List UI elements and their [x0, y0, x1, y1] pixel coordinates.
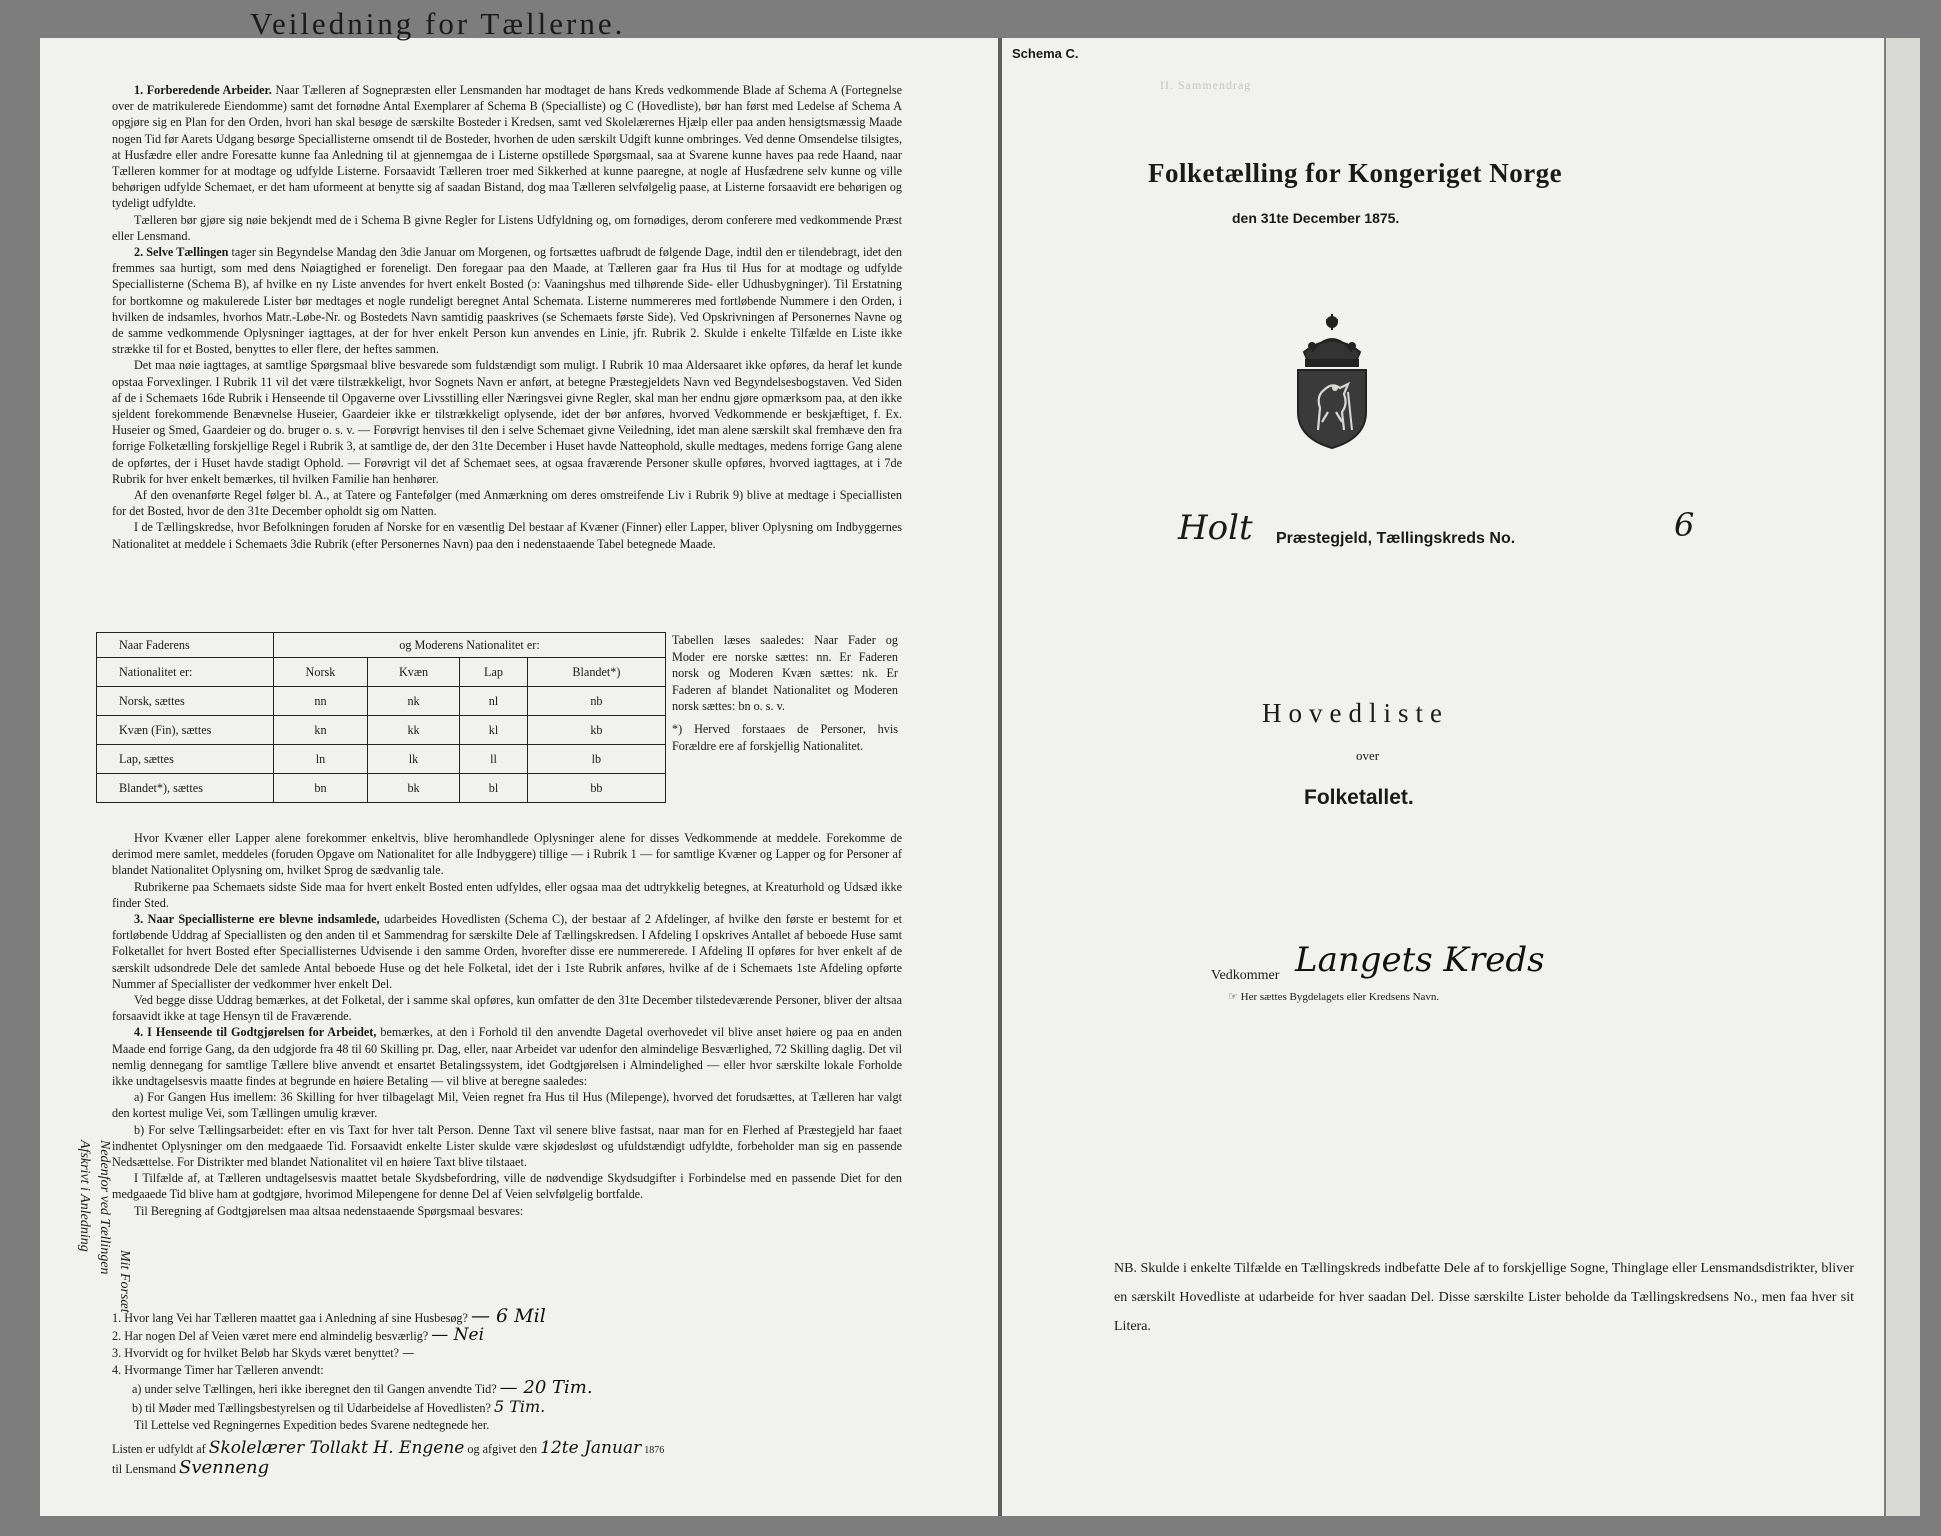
paragraph-4: Det maa nøie iagttages, at samtlige Spørgsmaal blive besvarede som fuldstændigt som muligt. I Rubrik 10 maa Aldersaaret ikke opføres, da heraf let kunde opstaa Forvexlinger. I Rubrik 11 vil det være tilstrækkeligt, hvor Sognets Navn er anført, at betegne Præstegjeldets Navn ved Begyndelsesbogstaven. Ved Siden af de i Schemaets 16de Rubrik i Henseende til Opgaverne over Livsstilling eller Næringsvei givne Regler, skal man her endnu gjøre opmærksom paa, at den ikke sjeldent forekommende Benævnelse Huseier, Gaardeier ikke er tilstrækkeligt oplysende, idet der bør anføres, hvorved Vedkommende er beskjæftiget, f. Ex. Huseier og Smed, Gaardeier og do. bruger o. s. v. — Forøvrigt henvises til den i selve Schemaet givne Veiledning, idet man alene særskilt skal fremhæve den fra forrige Folketælling forskjellige Regel i Rubrik 3, at samtlige de, der den 31te December i Huset havde Natteophold, skulle medtages, medens forrige Gang alene de opførtes, der i Huset havde stadigt Ophold. — Forøvrigt vil det af Schemaet sees, at ogsaa fraværende Personer skulle opføres, hvorved iagttages, at i 7de Rubrik for hver enkelt bemærkes, til hvilken Familie han henhører. [112, 358, 902, 486]
paragraph-8: Rubrikerne paa Schemaets sidste Side maa for hvert enkelt Bosted enten udfyldes, eller ogsaa maa det udtrykkelig betegnes, at Kreaturhold og Udsæd ikke finder Sted. [112, 879, 902, 910]
answer-2: — Nei [431, 1325, 485, 1345]
paragraph-6: I de Tællingskredse, hvor Befolkningen foruden af Norske for en væsentlig Del bestaar af Kvæner (Finner) eller Lapper, bliver Oplysning om Indbyggernes Nationalitet at meddele i Schemaets 3die Rubrik (efter Personernes Navn) paa den i nedenstaaende Tabel betegnede Maade. [112, 520, 902, 551]
lensmand-line: til Lensmand Svenneng [112, 1457, 270, 1478]
norwegian-coat-of-arms-icon [1282, 300, 1382, 455]
kreds-hint: ☞ Her sættes Bygdelagets eller Kredsens Navn. [1228, 991, 1440, 1003]
answer-4a: — 20 Tim. [499, 1377, 593, 1398]
table-cell: nn [274, 687, 368, 716]
vedkommer-label: Vedkommer [1211, 968, 1280, 983]
bleed-through-text: II. Sammendrag [1160, 78, 1252, 92]
column-header: Kvæn [367, 658, 459, 687]
table-footnote: *) Herved forstaaes de Personer, hvis Forældre ere af forskjellig Nationalitet. [672, 721, 898, 753]
table-cell: kk [367, 716, 459, 745]
pointing-hand-icon: ☞ [1228, 991, 1238, 1003]
table-head-mother: og Moderens Nationalitet er: [274, 633, 666, 658]
column-header: Blandet*) [527, 658, 665, 687]
table-row [97, 716, 666, 745]
table-cell: nb [527, 687, 665, 716]
margin-notes [62, 1140, 152, 1440]
answer-1: — 6 Mil [471, 1305, 546, 1327]
folketallet-heading: Folketallet. [1304, 786, 1414, 809]
margin-note-1: Afskrivt i Anledning [77, 1140, 92, 1252]
row-label: Blandet*), sættes [97, 774, 274, 803]
paragraph-2: Tælleren bør gjøre sig nøie bekjendt med de i Schema B givne Regler for Listens Udfyldning og, om fornødiges, derom conferere med vedkommende Præst eller Lensmand. [112, 212, 902, 243]
left-page-title: Veiledning for Tællerne. [250, 6, 626, 41]
table-row [97, 745, 666, 774]
table-cell: bl [460, 774, 528, 803]
table-note: Tabellen læses saaledes: Naar Fader og Moder ere norske sættes: nn. Er Faderen norsk og Moderen Kvæn sættes: nk. Er Faderen af blandet Nationalitet og Moderen norsk sættes: bn o. s. v. [672, 633, 898, 714]
answer-4b: 5 Tim. [493, 1397, 546, 1416]
page-edge [1886, 38, 1920, 1516]
margin-note-2: Nedenfor ved Tællingen [97, 1140, 112, 1275]
questions-block [112, 1305, 902, 1478]
paragraph-5: Af den ovenanførte Regel følger bl. A., at Tatere og Fantefølger (med Anmærkning om deres omstreifende Liv i Rubrik 9) blive at medtage i Speciallisten for det Bosted, hvor de den 31te December opholdt sig om Natten. [112, 488, 902, 519]
paragraph-10: Ved begge disse Uddrag bemærkes, at det Folketal, der i samme skal opføres, kun omfatter de den 31te December tilstedeværende Personer, bliver der altsaa forsaavidt ikke at tage Hensyn til de Fraværende. [112, 993, 902, 1024]
paragraph-15: Til Beregning af Godtgjørelsen maa altsaa nedenstaaende Spørgsmaal besvares: [134, 1203, 524, 1218]
table-cell: kb [527, 716, 665, 745]
paragraph-7: Hvor Kvæner eller Lapper alene forekommer enkeltvis, blive heromhandlede Oplysninger alene for disses Vedkommende at meddele. Forekomme de derimod mere samlet, meddeles (foruden Opgave om Nationalitet for alle Indbyggere) tillige — i Rubrik 1 — for samtlige Kvæner og Lapper og for Personer af blandet Nationalitet Oplysning om, hvilket Sprog de sædvanlig tale. [112, 831, 902, 878]
parish-label: Præstegjeld, Tællingskreds No. [1276, 530, 1516, 547]
paragraph-12: a) For Gangen Hus imellem: 36 Skilling for hver tilbagelagt Mil, Veien regnet fra Hus til Hus (Milepenge), hvorved det forudsættes, at Tælleren har valgt den kortest mulige Vei, som Tællingen umulig kræver. [112, 1090, 902, 1121]
vedkommer-line [1211, 940, 1545, 984]
question-4b: b) til Møder med Tællingsbestyrelsen og til Udarbeidelse af Hovedlisten? 5 Tim. [132, 1397, 546, 1416]
closing-text: Til Lettelse ved Regningernes Expedition bedes Svarene nedtegnede her. [134, 1418, 490, 1432]
paragraph-14: I Tilfælde af, at Tælleren undtagelsesvis maattet betale Skydsbefordring, ville de nødvendige Skydsudgifter i Forbindelse med en passende Diet for den medgaaede Tid blive ham at godtgjøre, hvorimod Milepengene for denne Del af Veien selvfølgelig bortfalde. [112, 1171, 902, 1202]
table-cell: lk [367, 745, 459, 774]
margin-note-3: Mit Forsæt [117, 1250, 132, 1313]
question-3: 3. Hvorvidt og for hvilket Beløb har Skyds været benyttet? — [112, 1346, 415, 1360]
nb-note: NB. Skulde i enkelte Tilfælde en Tællingskreds indbefatte Dele af to forskjellige Sogne, Thinglage eller Lensmandsdistrikter, bliver en særskilt Hovedliste at udarbeide for hver saadan Del. Disse særskilte Lister beholde da Tællingskredsens No., men faa hver sit Litera. [1114, 1261, 1854, 1334]
paragraph-3: 2. Selve Tællingen tager sin Begyndelse Mandag den 3die Januar om Morgenen, og fortsættes uafbrudt de følgende Dage, indtil den er tilendebragt, idet den fremmes saa hurtigt, som med dens Nøiagtighed er foreneligt. Den foregaar paa den Maade, at Tælleren gaar fra Hus til Hus for at modtage og udfylde Speciallisterne (Schema B), af hvilke en ny Liste anvendes for hvert enkelt Bosted (ɔ: Vaaningshus med tilhørende Side- eller Udhusbygninger). Til Erstatning for bortkomne og makulerede Lister bør medtages et nogle rundeligt beregnet Antal Schemata. Listerne nummereres med fortløbende Nummere i den Orden, i hvilken de indsamles, hvorhos Matr.-Løbe-Nr. og Bostedets Navn samtidig paaskrives (se Schemaets første Side). Ved Opskrivningen af Personernes Navne og de samme vedkommende Oplysninger iagttages, at der for hver enkelt Person kun anvendes en Linie, jfr. Rubrik 2. Skulde i enkelte Tilfælde en Liste ikke strække til for et Bosted, benyttes to eller flere, der heftes sammen. [112, 245, 903, 357]
table-cell: lb [527, 745, 665, 774]
table-cell: nk [367, 687, 459, 716]
table-row [97, 774, 666, 803]
table-cell: ln [274, 745, 368, 774]
column-header: Norsk [274, 658, 368, 687]
instructions-part2 [112, 830, 902, 1219]
counter-name: Skolelærer Tollakt H. Engene [208, 1438, 465, 1458]
table-row [97, 687, 666, 716]
table-cell: bb [527, 774, 665, 803]
parish-line [1178, 506, 1695, 548]
paragraph-13: b) For selve Tællingsarbeidet: efter en vis Taxt for hver talt Person. Denne Taxt vil senere blive fastsat, naar man for en Flerhed af Præstegjeld har faaet indhentet Oplysninger om den medgaaede Tid. Forsaavidt enkelte Lister skulde være skjødesløst og ufuldstændigt udfyldte, forbeholder man sig en passende Nedsættelse. For Distrikter med blandet Nationalitet vil en høiere Taxt blive tilstaaet. [112, 1122, 902, 1170]
table-head-nationality: Nationalitet er: [97, 658, 274, 687]
row-label: Kvæn (Fin), sættes [97, 716, 274, 745]
question-1: 1. Hvor lang Vei har Tælleren maattet gaa i Anledning af sine Husbesøg? — 6 Mil [112, 1305, 546, 1327]
kreds-name: Langets Kreds [1295, 940, 1545, 980]
paragraph-9: 3. Naar Speciallisterne ere blevne indsamlede, udarbeides Hovedlisten (Schema C), der bestaar af 2 Afdelinger, af hvilke den første er bestemt for et fortløbende Uddrag af Speciallisten og den anden til et Sammendrag for særskilte Dele af Tællingskredsen. I Afdeling I opskrives Antallet af beboede Huse samt Folketallet for hvert Bosted efter Speciallisternes Udvisende i den samme Orden, hvorefter disse ere nummererede. I Afdeling II opføres for hver enkelt af de særskilt udsondrede Dele det samlede Antal beboede Huse og det hele Folketal, idet der i 1ste Rubrik anføres, hvilke af de i Schemaets 1ste Afdeling opførte Nummer af Speciallister der vedkommer hver enkelt Del. [112, 912, 902, 991]
paragraph-1: 1. Forberedende Arbeider. Naar Tælleren af Sognepræsten eller Lensmanden har modtaget de hans Kreds vedkommende Blade af Schema A (Fortegnelse over de matrikulerede Eiendomme) samt det fornødne Antal Exemplarer af Schema B (Specialliste) og C (Hovedliste), bør han først med Ledelse af Schema A opgjøre sig en Plan for den Orden, hvori han skal besøge de særskilte Bosteder i Kredsen, samt ved Skolelærernes Hjælp eller paa anden hensigtsmæssig Maade nogen Tid før Aarets Udgang besørge Speciallisterne omsendt til de Bosteder, hvorhen de uden særskilt Udgift kunne ombringes. Ved denne Omsendelse tilsigtes, at Husfædre eller andre Foresatte kunne faa Anledning til at gjennemgaa de i Listerne opstillede Spørgsmaal, saa at Svarene kunne haves paa rede Haand, naar Tælleren kommer for at modtage og udfylde Listerne. Forsaavidt Tælleren troer med Sikkerhed at kunne paaregne, at nogle af Husfædrene selv kunne og ville behørigen udfylde Schemaet, er det ham uformeent at benytte sig af saadan Bistand, dog maa Tælleren selvfølgelig paase, at Listerne forsaavidt ere behørigen og tydeligt udfyldte. [112, 83, 903, 211]
paragraph-11: 4. I Henseende til Godtgjørelsen for Arbeidet, bemærkes, at den i Forhold til den anvendte Dagetal overhovedet vil blive anset høiere og paa en anden Maade end forrige Gang, da den udgjorde fra 48 til 60 Skilling pr. Dag, eller, naar Arbeidet var udenfor den almindelige Besværlighed, 72 Skilling daglig. Det vil nemlig dennegang for samtlige Tællere blive anvendt et ensartet Betalingssystem, idet Godtgjørelsen i Almindelighed — eller hvor særskilte lokale Forholde ikke undtagelsesvis maatte findes at begrunde en høiere Betaling — vil blive at beregne saaledes: [112, 1025, 902, 1089]
table-cell: ll [460, 745, 528, 774]
instructions-part1 [112, 82, 902, 552]
table-cell: nl [460, 687, 528, 716]
census-title: Folketælling for Kongeriget Norge [1148, 158, 1563, 188]
table-cell: kl [460, 716, 528, 745]
signoff-line: Listen er udfyldt af Skolelærer Tollakt H. Engene og afgivet den 12te Januar 1876 [112, 1438, 665, 1458]
table-cell: bn [274, 774, 368, 803]
question-2: 2. Har nogen Del af Veien været mere end almindelig besværlig? — Nei [112, 1325, 485, 1345]
answer-3: — [402, 1346, 415, 1360]
parish-name: Holt [1178, 508, 1253, 548]
nationality-table [96, 632, 666, 803]
signoff-date: 12te Januar [540, 1438, 642, 1458]
lensmand-name: Svenneng [179, 1457, 270, 1478]
column-header: Lap [460, 658, 528, 687]
table-cell: bk [367, 774, 459, 803]
over-text: over [1356, 748, 1380, 763]
row-label: Lap, sættes [97, 745, 274, 774]
question-4a: a) under selve Tællingen, heri ikke iberegnet den til Gangen anvendte Tid? — 20 Tim. [132, 1377, 593, 1398]
kreds-number: 6 [1674, 506, 1695, 544]
row-label: Norsk, sættes [97, 687, 274, 716]
table-cell: kn [274, 716, 368, 745]
question-4: 4. Hvormange Timer har Tælleren anvendt: [112, 1363, 324, 1377]
census-date: den 31te December 1875. [1232, 210, 1400, 226]
schema-label: Schema C. [1012, 46, 1079, 61]
hovedliste-heading: Hovedliste [1262, 698, 1449, 728]
table-head-father: Naar Faderens [97, 633, 274, 658]
table-explanation [672, 632, 898, 754]
